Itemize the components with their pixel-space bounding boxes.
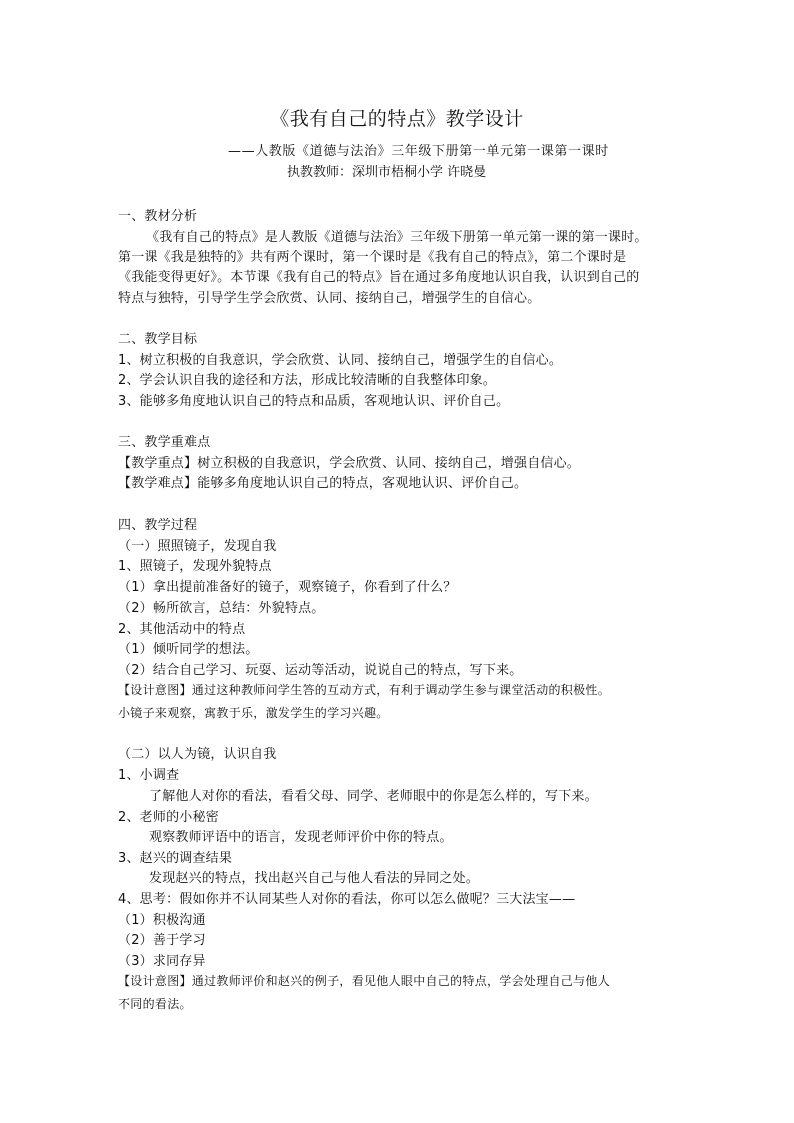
section-heading-goals: 二、教学目标 bbox=[118, 332, 198, 347]
paragraph-line: 第一课《我是独特的》共有两个课时，第一个课时是《我有自己的特点》，第二个课时是 bbox=[118, 250, 627, 265]
document-subtitle: ——人教版《道德与法治》三年级下册第一单元第一课第一课时 bbox=[228, 144, 609, 159]
step-item: 1、小调查 bbox=[118, 768, 180, 783]
design-intent: 小镜子来观察，寓教于乐，激发学生的学习兴趣。 bbox=[118, 706, 389, 720]
step-item: 2、老师的小秘密 bbox=[118, 810, 219, 825]
step-text: 发现赵兴的特点，找出赵兴自己与他人看法的异同之处。 bbox=[149, 871, 480, 886]
step-text: 观察教师评语中的语言，发现老师评价中你的特点。 bbox=[149, 830, 453, 845]
step-item: 3、赵兴的调查结果 bbox=[118, 851, 233, 866]
step-subitem: （2）畅所欲言，总结：外貌特点。 bbox=[118, 601, 325, 616]
teacher-line: 执教教师：深圳市梧桐小学 许晓曼 bbox=[287, 165, 487, 180]
section-heading-keypoints: 三、教学重难点 bbox=[118, 435, 211, 450]
paragraph-line: 《我有自己的特点》是人教版《道德与法治》三年级下册第一单元第一课的第一课时。 bbox=[146, 230, 648, 245]
design-intent: 【设计意图】通过教师评价和赵兴的例子，看见他人眼中自己的特点，学会处理自己与他人 bbox=[118, 974, 611, 988]
step-subitem: （1）倾听同学的想法。 bbox=[118, 642, 259, 657]
step-subitem: （3）求同存异 bbox=[118, 954, 206, 969]
paragraph-line: 《我能变得更好》。本节课《我有自己的特点》旨在通过多角度地认识自我，认识到自己的 bbox=[118, 270, 640, 285]
step-subitem: （1）拿出提前准备好的镜子，观察镜子，你看到了什么？ bbox=[118, 580, 457, 595]
step-item: 2、其他活动中的特点 bbox=[118, 622, 246, 637]
subsection-title: （一）照照镜子，发现自我 bbox=[118, 539, 277, 554]
section-heading-process: 四、教学过程 bbox=[118, 518, 198, 533]
design-intent: 不同的看法。 bbox=[118, 997, 192, 1011]
goal-item: 1、树立积极的自我意识，学会欣赏、认同、接纳自己，增强学生的自信心。 bbox=[118, 353, 563, 368]
difficult-point: 【教学难点】能够多角度地认识自己的特点，客观地认识、评价自己。 bbox=[118, 476, 528, 491]
step-item: 1、照镜子，发现外貌特点 bbox=[118, 559, 272, 574]
subsection-title: （二）以人为镜，认识自我 bbox=[118, 747, 277, 762]
document-title: 《我有自己的特点》教学设计 bbox=[270, 108, 524, 130]
key-point: 【教学重点】树立积极的自我意识，学会欣赏、认同、接纳自己，增强自信心。 bbox=[118, 456, 581, 471]
step-subitem: （2）结合自己学习、玩耍、运动等活动，说说自己的特点，写下来。 bbox=[118, 663, 523, 678]
step-text: 了解他人对你的看法，看看父母、同学、老师眼中的你是怎么样的，写下来。 bbox=[149, 789, 598, 804]
design-intent: 【设计意图】通过这种教师问学生答的互动方式，有利于调动学生参与课堂活动的积极性。 bbox=[118, 683, 611, 697]
goal-item: 3、能够多角度地认识自己的特点和品质，客观地认识、评价自己。 bbox=[118, 394, 510, 409]
section-heading-analysis: 一、教材分析 bbox=[118, 209, 198, 224]
step-subitem: （2）善于学习 bbox=[118, 933, 206, 948]
step-item: 4、思考：假如你并不认同某些人对你的看法，你可以怎么做呢？三大法宝—— bbox=[118, 892, 576, 907]
goal-item: 2、学会认识自我的途径和方法，形成比较清晰的自我整体印象。 bbox=[118, 373, 497, 388]
step-subitem: （1）积极沟通 bbox=[118, 913, 206, 928]
paragraph-line: 特点与独特，引导学生学会欣赏、认同、接纳自己，增强学生的自信心。 bbox=[118, 291, 541, 306]
